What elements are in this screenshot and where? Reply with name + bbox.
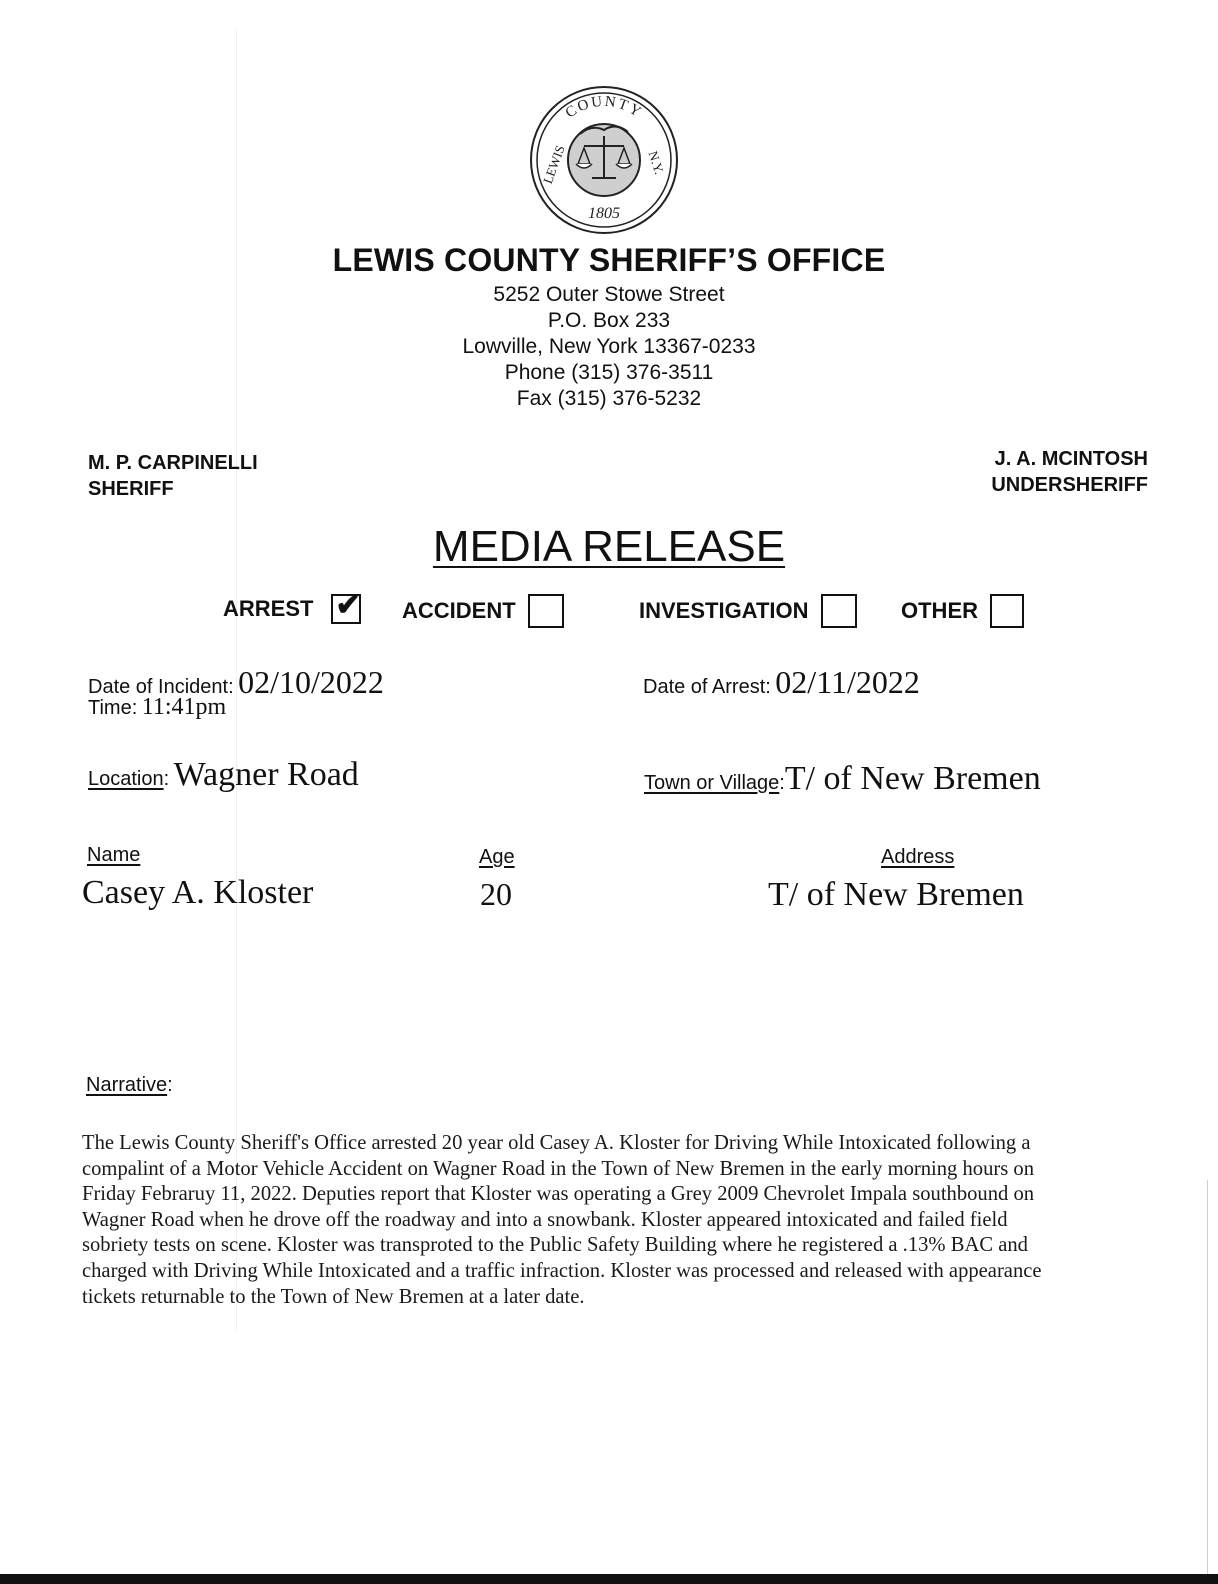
address-label: Address: [881, 846, 955, 868]
address-line: 5252 Outer Stowe Street: [493, 283, 725, 306]
incident-date-value: 02/10/2022: [238, 664, 384, 700]
narrative-line: tickets returnable to the Town of New Bremen at a later date.: [82, 1285, 585, 1308]
scan-edge-bottom: [0, 1574, 1218, 1584]
other-checkbox[interactable]: [990, 594, 1024, 628]
type-other-label: OTHER: [901, 598, 978, 623]
checkmark-icon: ✔: [335, 589, 361, 622]
office-address: [0, 282, 1218, 412]
county-seal: [528, 84, 680, 236]
seal-top-text: COUNTY: [562, 93, 646, 122]
seal-left-text: LEWIS: [539, 143, 568, 186]
arrest-checkbox[interactable]: [331, 589, 361, 624]
narrative-label: Narrative: [86, 1074, 168, 1096]
county-seal-graphic: [528, 84, 680, 236]
incident-time-value: 11:41pm: [141, 694, 227, 720]
type-investigation-label: INVESTIGATION: [639, 598, 809, 623]
address-value: T/ of New Bremen: [768, 876, 1024, 913]
undersheriff-title: UNDERSHERIFF: [991, 474, 1148, 496]
type-accident: [402, 594, 564, 628]
office-name: LEWIS COUNTY SHERIFF’S OFFICE: [332, 242, 886, 278]
undersheriff-name: J. A. MCINTOSH: [994, 448, 1148, 470]
seal-right-text: N.Y.: [645, 149, 668, 177]
type-arrest-label: ARREST: [223, 596, 314, 621]
incident-date-label: Date of Incident:: [88, 676, 234, 698]
type-investigation: [639, 594, 857, 628]
address-line: P.O. Box 233: [547, 309, 671, 332]
narrative-line: charged with Driving While Intoxicated and a traffic infraction. Kloster was processed and released with appearance: [82, 1259, 1042, 1282]
incident-time-label: Time:: [88, 697, 138, 719]
document-title: MEDIA RELEASE: [432, 522, 786, 571]
town-field: [644, 760, 1041, 798]
narrative-line: The Lewis County Sheriff's Office arrested 20 year old Casey A. Kloster for Driving While Intoxicated following a: [82, 1132, 1031, 1154]
type-accident-label: ACCIDENT: [402, 598, 516, 623]
narrative-text: [82, 1131, 1154, 1310]
seal-year: 1805: [588, 205, 620, 222]
release-type-row: [0, 589, 1218, 634]
narrative-line: Friday Febraruy 11, 2022. Deputies report that Kloster was operating a Grey 2009 Chevrolet Impala southbound on: [82, 1183, 1035, 1206]
town-value: T/ of New Bremen: [784, 760, 1041, 797]
narrative-line: sobriety tests on scene. Kloster was transproted to the Public Safety Building where he registered a .13% BAC and: [82, 1234, 1028, 1257]
sheriff-name: M. P. CARPINELLI: [88, 452, 258, 474]
accident-checkbox[interactable]: [528, 594, 564, 628]
sheriff-title: SHERIFF: [88, 478, 174, 500]
arrest-date-field: [643, 664, 920, 701]
sheriff-block: [88, 450, 258, 502]
fax-line: Fax (315) 376-5232: [516, 387, 702, 410]
arrest-date-value: 02/11/2022: [775, 664, 920, 700]
age-label: Age: [479, 846, 515, 868]
age-value: 20: [480, 876, 512, 912]
phone-line: Phone (315) 376-3511: [504, 361, 714, 384]
narrative-line: Wagner Road when he drove off the roadway and into a snowbank. Kloster appeared intoxicated and failed field: [82, 1208, 1008, 1231]
name-label: Name: [87, 844, 141, 866]
address-line: Lowville, New York 13367-0233: [462, 335, 756, 358]
incident-time-field: [88, 694, 226, 721]
town-label-colon: :: [779, 772, 785, 794]
location-value: Wagner Road: [173, 756, 359, 793]
scan-edge-right: [1207, 1180, 1208, 1580]
location-label: Location: [88, 768, 164, 790]
name-value: Casey A. Kloster: [82, 874, 314, 911]
svg-text:COUNTY: [563, 94, 645, 122]
undersheriff-block: [991, 446, 1148, 498]
narrative-line: compalint of a Motor Vehicle Accident on Wagner Road in the Town of New Bremen in the early morning hours on: [82, 1157, 1035, 1180]
type-other: [901, 594, 1024, 628]
arrest-date-label: Date of Arrest:: [643, 676, 771, 698]
investigation-checkbox[interactable]: [821, 594, 857, 628]
town-label: Town or Village: [644, 772, 780, 794]
narrative-heading: [86, 1074, 173, 1097]
type-arrest: [223, 589, 361, 624]
location-field: [88, 756, 359, 794]
location-label-colon: :: [163, 768, 170, 790]
narrative-label-colon: :: [167, 1074, 173, 1096]
